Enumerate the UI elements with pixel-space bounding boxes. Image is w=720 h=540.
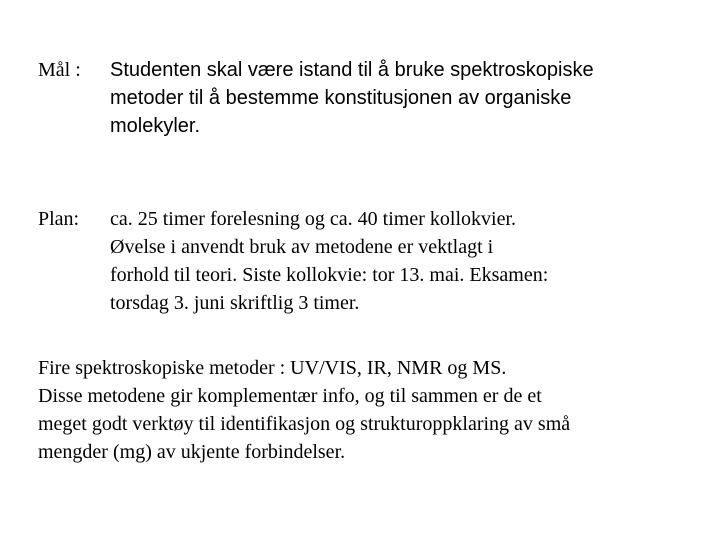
methods-line: mengder (mg) av ukjente forbindelser. — [38, 441, 346, 463]
plan-line: forhold til teori. Siste kollokvie: tor 13. mai. Eksamen: — [110, 264, 549, 286]
methods-line: Disse metodene gir komplementær info, og til sammen er de et — [38, 385, 542, 407]
plan-line: Øvelse i anvendt bruk av metodene er vektlagt i — [110, 236, 494, 258]
goal-line: metoder til å bestemme konstitusjonen av organiske — [110, 87, 572, 109]
plan-line: ca. 25 timer forelesning og ca. 40 timer kollokvier. — [110, 208, 516, 230]
plan-text — [110, 205, 710, 317]
plan-line: torsdag 3. juni skriftlig 3 timer. — [110, 292, 360, 314]
goal-line: molekyler. — [110, 115, 201, 137]
goal-line: Studenten skal være istand til å bruke spektroskopiske — [110, 59, 594, 81]
goal-text — [110, 56, 710, 140]
methods-line: Fire spektroskopiske metoder : UV/VIS, IR, NMR og MS. — [38, 357, 507, 379]
methods-paragraph — [38, 354, 698, 466]
plan-section — [38, 205, 710, 317]
methods-section — [38, 354, 698, 466]
methods-line: meget godt verktøy til identifikasjon og strukturoppklaring av små — [38, 413, 571, 435]
goal-label: Mål : — [38, 59, 81, 81]
plan-label: Plan: — [38, 208, 80, 230]
goal-section — [38, 56, 710, 140]
